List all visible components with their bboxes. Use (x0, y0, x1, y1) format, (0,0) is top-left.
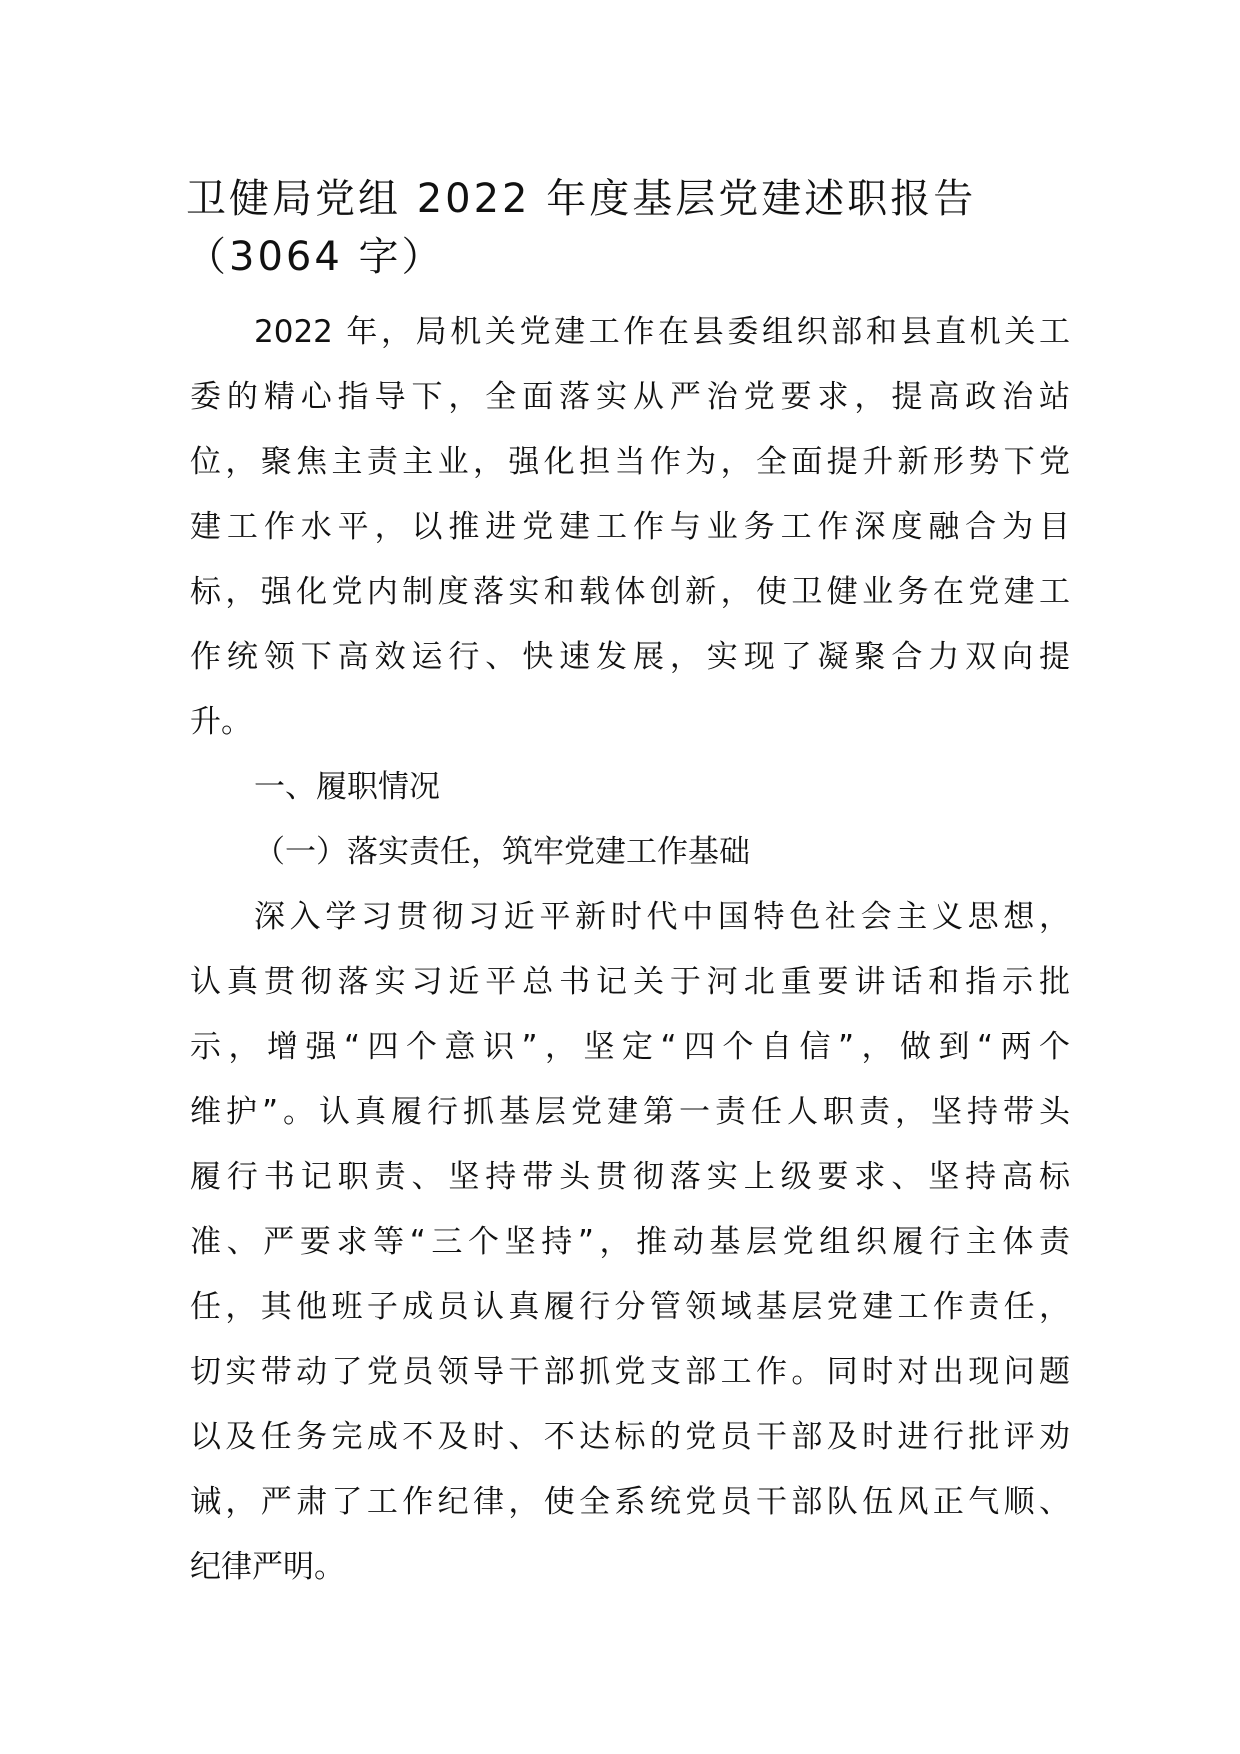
text-line: 委的精心指导下，全面落实从严治党要求，提高政治站 (190, 379, 1070, 415)
text-line: 任，其他班子成员认真履行分管领域基层党建工作责任， (190, 1289, 1070, 1325)
title-line: 卫健局党组 2022 年度基层党建述职报告 (186, 176, 977, 222)
text-line: 建工作水平，以推进党建工作与业务工作深度融合为目 (190, 509, 1070, 545)
paragraph (190, 885, 1070, 1600)
text-line: （一）落实责任，筑牢党建工作基础 (254, 834, 750, 870)
text-line: 深入学习贯彻习近平新时代中国特色社会主义思想， (254, 899, 1070, 935)
text-line: 以及任务完成不及时、不达标的党员干部及时进行批评劝 (190, 1419, 1070, 1455)
text-line: 2022 年，局机关党建工作在县委组织部和县直机关工 (254, 314, 1070, 350)
text-line: 位，聚焦主责主业，强化担当作为，全面提升新形势下党 (190, 444, 1070, 480)
document-body (190, 300, 1070, 1600)
text-line: 履行书记职责、坚持带头贯彻落实上级要求、坚持高标 (190, 1159, 1070, 1195)
text-line: 示，增强“四个意识”，坚定“四个自信”，做到“两个 (190, 1029, 1070, 1065)
title-word-count: （3064 字） (186, 234, 445, 280)
paragraph (190, 755, 1070, 820)
document-title (186, 170, 1066, 286)
text-line: 升。 (190, 704, 252, 740)
text-line: 标，强化党内制度落实和载体创新，使卫健业务在党建工 (190, 574, 1070, 610)
text-line: 纪律严明。 (190, 1549, 345, 1585)
text-line: 一、履职情况 (254, 769, 440, 805)
text-line: 维护”。认真履行抓基层党建第一责任人职责，坚持带头 (190, 1094, 1070, 1130)
paragraph (190, 820, 1070, 885)
text-line: 诫，严肃了工作纪律，使全系统党员干部队伍风正气顺、 (190, 1484, 1070, 1520)
text-line: 切实带动了党员领导干部抓党支部工作。同时对出现问题 (190, 1354, 1070, 1390)
text-line: 作统领下高效运行、快速发展，实现了凝聚合力双向提 (190, 639, 1070, 675)
text-line: 认真贯彻落实习近平总书记关于河北重要讲话和指示批 (190, 964, 1070, 1000)
paragraph (190, 300, 1070, 755)
text-line: 准、严要求等“三个坚持”，推动基层党组织履行主体责 (190, 1224, 1070, 1260)
